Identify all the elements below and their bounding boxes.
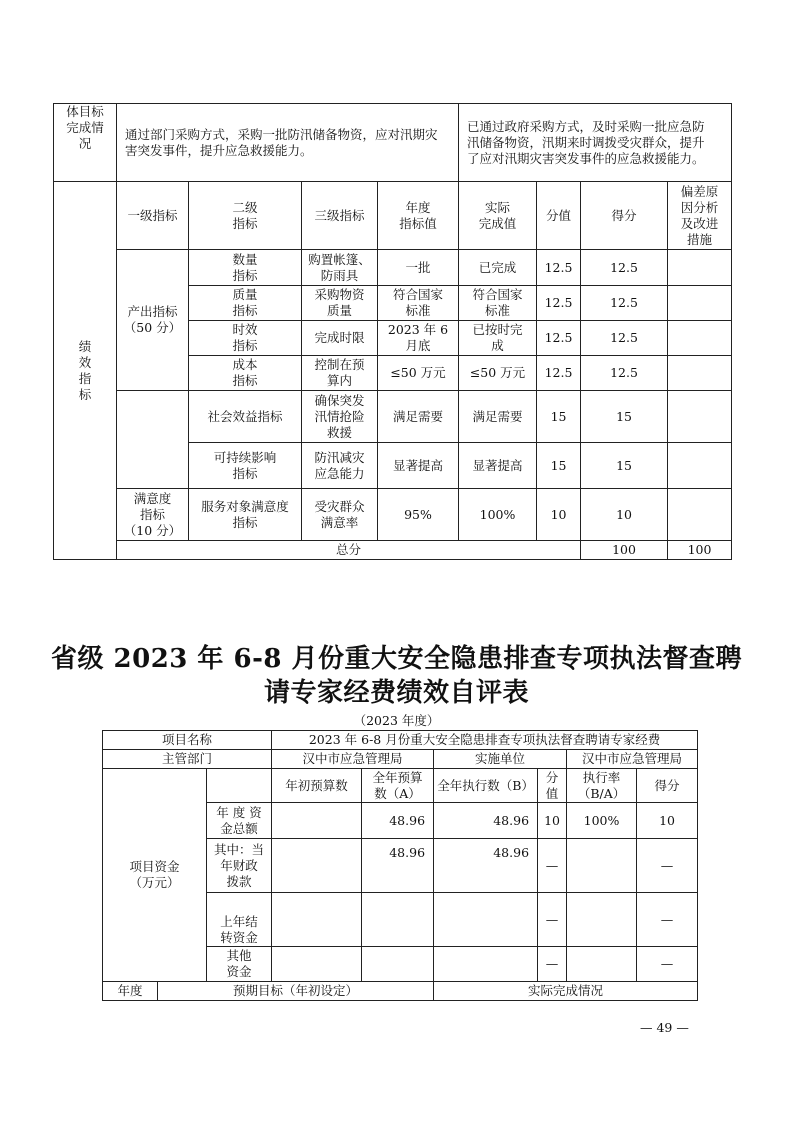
row-score: 12.5 (537, 321, 581, 356)
header-level3: 三级指标 (302, 182, 378, 250)
fund-row-exec: 48.96 (434, 803, 538, 839)
header-got: 得分 (637, 769, 698, 803)
row-actual: 已按时完 成 (459, 321, 537, 356)
goal-actual-cell: 已通过政府采购方式，及时采购一批应急防 汛储备物资，汛期来时调拨受灾群众，提升 了应对汛期灾害突发事件的应急救援能力。 (459, 104, 732, 182)
row-l3: 购置帐篷、 防雨具 (302, 250, 378, 286)
row-actual: 符合国家 标准 (459, 286, 537, 321)
funds-table (102, 730, 698, 1001)
row-actual: 100% (459, 489, 537, 541)
row-got: 10 (581, 489, 668, 541)
dept-value: 汉中市应急管理局 (272, 750, 434, 769)
row-l2: 数量 指标 (189, 250, 302, 286)
dept-label: 主管部门 (103, 750, 272, 769)
total-score: 100 (581, 541, 668, 560)
row-l2: 社会效益指标 (189, 391, 302, 443)
total-label: 总分 (117, 541, 581, 560)
fund-row-rate (567, 839, 637, 893)
impl-value: 汉中市应急管理局 (567, 750, 698, 769)
fund-row-score: 10 (538, 803, 567, 839)
row-got: 12.5 (581, 321, 668, 356)
row-score: 15 (537, 391, 581, 443)
fund-row-got: 10 (637, 803, 698, 839)
project-name-label: 项目名称 (103, 731, 272, 750)
row-score: 12.5 (537, 356, 581, 391)
fund-row-initial (272, 947, 362, 982)
row-score: 10 (537, 489, 581, 541)
row-deviation (668, 391, 732, 443)
output-indicator-label: 产出指标 （50 分） (117, 250, 189, 391)
satisfaction-indicator-label: 满意度 指标 （10 分） (117, 489, 189, 541)
row-l3: 受灾群众 满意率 (302, 489, 378, 541)
row-deviation (668, 286, 732, 321)
row-annual: 显著提高 (378, 443, 459, 489)
row-score: 15 (537, 443, 581, 489)
row-annual: 一批 (378, 250, 459, 286)
row-l2: 成本 指标 (189, 356, 302, 391)
fund-row-exec (434, 947, 538, 982)
fund-row-label: 年 度 资 金总额 (207, 803, 272, 839)
row-l2: 可持续影响 指标 (189, 443, 302, 489)
fund-row-full: 48.96 (362, 839, 434, 893)
row-l2: 质量 指标 (189, 286, 302, 321)
fund-row-label: 其他 资金 (207, 947, 272, 982)
row-l2: 时效 指标 (189, 321, 302, 356)
row-got: 12.5 (581, 356, 668, 391)
row-deviation (668, 250, 732, 286)
header-got: 得分 (581, 182, 668, 250)
fund-row-label: 其中：当 年财政 拨款 (207, 839, 272, 893)
fund-row-score: — (538, 839, 567, 893)
header-level2: 二级 指标 (189, 182, 302, 250)
row-l3: 防汛减灾 应急能力 (302, 443, 378, 489)
fund-row-got: — (637, 893, 698, 947)
total-got: 100 (668, 541, 732, 560)
funds-label: 项目资金 （万元） (103, 769, 207, 982)
row-deviation (668, 489, 732, 541)
fund-row-initial (272, 893, 362, 947)
row-l2: 服务对象满意度 指标 (189, 489, 302, 541)
row-deviation (668, 443, 732, 489)
page-number: — 49 — (640, 1020, 689, 1035)
fund-row-score: — (538, 947, 567, 982)
goal-label-cell: 体目标 完成情 况 (54, 104, 117, 182)
row-got: 12.5 (581, 250, 668, 286)
header-blank (207, 769, 272, 803)
header-actual: 实际 完成值 (459, 182, 537, 250)
fund-row-score: — (538, 893, 567, 947)
row-actual: ≤50 万元 (459, 356, 537, 391)
header-level1: 一级指标 (117, 182, 189, 250)
fund-row-rate (567, 947, 637, 982)
header-score: 分值 (537, 182, 581, 250)
fund-row-exec: 48.96 (434, 839, 538, 893)
fund-row-exec (434, 893, 538, 947)
row-annual: 符合国家 标准 (378, 286, 459, 321)
row-actual: 显著提高 (459, 443, 537, 489)
row-annual: 满足需要 (378, 391, 459, 443)
year-note: （2023 年度） (353, 713, 440, 728)
row-score: 12.5 (537, 250, 581, 286)
goal-planned-label: 预期目标（年初设定） (158, 982, 434, 1001)
header-initial: 年初预算数 (272, 769, 362, 803)
fund-row-full (362, 893, 434, 947)
row-got: 15 (581, 443, 668, 489)
project-name: 2023 年 6-8 月份重大安全隐患排查专项执法督查聘请专家经费 (272, 731, 698, 750)
fund-row-got: — (637, 947, 698, 982)
row-actual: 已完成 (459, 250, 537, 286)
header-full: 全年预算 数（A） (362, 769, 434, 803)
header-score: 分 值 (538, 769, 567, 803)
row-score: 12.5 (537, 286, 581, 321)
fund-row-rate: 100% (567, 803, 637, 839)
header-exec: 全年执行数（B） (434, 769, 538, 803)
row-actual: 满足需要 (459, 391, 537, 443)
fund-row-rate (567, 893, 637, 947)
row-l3: 采购物资 质量 (302, 286, 378, 321)
row-deviation (668, 356, 732, 391)
page-title-line1: 省级 2023 年 6-8 月份重大安全隐患排查专项执法督查聘 (50, 644, 743, 674)
page-title-line2: 请专家经费绩效自评表 (263, 678, 529, 708)
row-got: 12.5 (581, 286, 668, 321)
fund-row-initial (272, 803, 362, 839)
row-annual: 2023 年 6 月底 (378, 321, 459, 356)
row-annual: 95% (378, 489, 459, 541)
year-label: 年度 (103, 982, 158, 1001)
goal-planned-cell: 通过部门采购方式，采购一批防汛储备物资，应对汛期灾 害突发事件，提升应急救援能力。 (117, 104, 459, 182)
row-l3: 控制在预 算内 (302, 356, 378, 391)
impl-label: 实施单位 (434, 750, 567, 769)
row-got: 15 (581, 391, 668, 443)
header-annual: 年度 指标值 (378, 182, 459, 250)
row-annual: ≤50 万元 (378, 356, 459, 391)
effect-indicator-label (117, 391, 189, 489)
fund-row-full: 48.96 (362, 803, 434, 839)
row-deviation (668, 321, 732, 356)
performance-table (53, 103, 732, 560)
header-deviation: 偏差原 因分析 及改进 措施 (668, 182, 732, 250)
row-l3: 确保突发 汛情抢险 救援 (302, 391, 378, 443)
row-l3: 完成时限 (302, 321, 378, 356)
fund-row-full (362, 947, 434, 982)
fund-row-initial (272, 839, 362, 893)
perf-indicator-label: 绩 效 指 标 (54, 182, 117, 560)
header-rate: 执行率 （B/A） (567, 769, 637, 803)
goal-actual-label: 实际完成情况 (434, 982, 698, 1001)
fund-row-label: 上年结 转资金 (207, 893, 272, 947)
fund-row-got: — (637, 839, 698, 893)
